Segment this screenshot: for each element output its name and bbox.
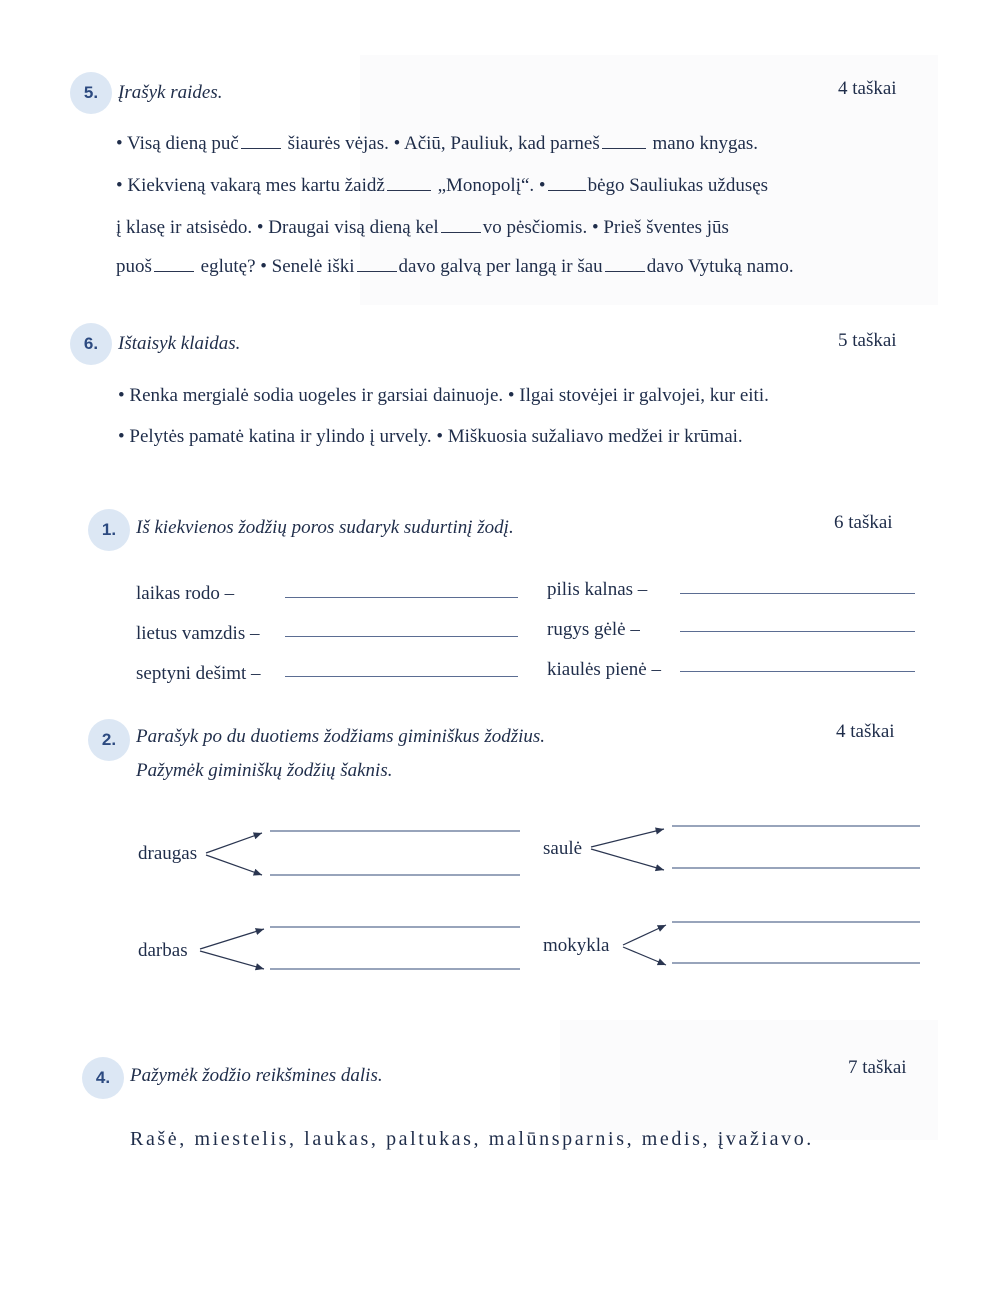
task5-line-4: puoš eglutę? • Senelė iški davo galvą per langą ir šau davo Vytuką namo. [116, 256, 794, 277]
task5-number-badge: 5. [70, 72, 112, 114]
task1-left-item: lietus vamzdis – [136, 623, 260, 644]
task2-word-mokykla: mokykla [543, 935, 610, 956]
task2-word-draugas: draugas [138, 843, 198, 864]
task1-right-item: kiaulės pienė – [547, 659, 661, 680]
arrow-up [206, 833, 262, 853]
task4-words: Rašė, miestelis, laukas, paltukas, malūnsparnis, medis, įvažiavo. [130, 1128, 814, 1150]
task4-title: Pažymėk žodžio reikšmines dalis. [130, 1065, 383, 1086]
arrow-up [623, 925, 666, 945]
task6-number-badge: 6. [70, 323, 112, 365]
task5-title: Įrašyk raides. [118, 82, 223, 103]
arrow-up [591, 829, 664, 847]
arrow-up [200, 929, 264, 949]
task4-points: 7 taškai [848, 1057, 907, 1078]
task6-line-2: • Pelytės pamatė katina ir ylindo į urvely. • Miškuosia sužaliavo medžei ir krūmai. [118, 426, 743, 447]
task2-word-saule: saulė [543, 838, 583, 859]
task1-right-item: rugys gėlė – [547, 619, 640, 640]
task5-line-3: į klasę ir atsisėdo. • Draugai visą dieną kel vo pėsčiomis. • Prieš šventes jūs [116, 217, 729, 238]
task5-points: 4 taškai [838, 78, 897, 99]
task2-title-line1: Parašyk po du duotiems žodžiams giminiškus žodžius. [136, 726, 546, 747]
task1-title: Iš kiekvienos žodžių poros sudaryk sudurtinį žodį. [136, 517, 514, 538]
task2-word-darbas: darbas [138, 940, 188, 961]
task1-right-item: pilis kalnas – [547, 579, 648, 600]
task4-number-badge: 4. [82, 1057, 124, 1099]
task6-points: 5 taškai [838, 330, 897, 351]
task5-line-2: • Kiekvieną vakarą mes kartu žaidž „Monopolį“. • bėgo Sauliukas uždusęs [116, 175, 769, 196]
task2-points: 4 taškai [836, 721, 895, 742]
task1-points: 6 taškai [834, 512, 893, 533]
task2-number-badge: 2. [88, 719, 130, 761]
task1-number-badge: 1. [88, 509, 130, 551]
arrow-down [623, 947, 666, 965]
task6-line-1: • Renka mergialė sodia uogeles ir garsiai dainuoje. • Ilgai stovėjei ir galvojei, kur eiti. [118, 385, 769, 406]
arrow-down [591, 849, 664, 870]
task5-line-1: • Visą dieną puč šiaurės vėjas. • Ačiū, Pauliuk, kad parneš mano knygas. [116, 133, 759, 154]
task6-title: Ištaisyk klaidas. [118, 333, 241, 354]
arrow-down [200, 951, 264, 969]
task1-left-item: laikas rodo – [136, 583, 235, 604]
task1-left-item: septyni dešimt – [136, 663, 261, 684]
arrow-down [206, 855, 262, 875]
task2-title-line2: Pažymėk giminiškų žodžių šaknis. [136, 760, 393, 781]
